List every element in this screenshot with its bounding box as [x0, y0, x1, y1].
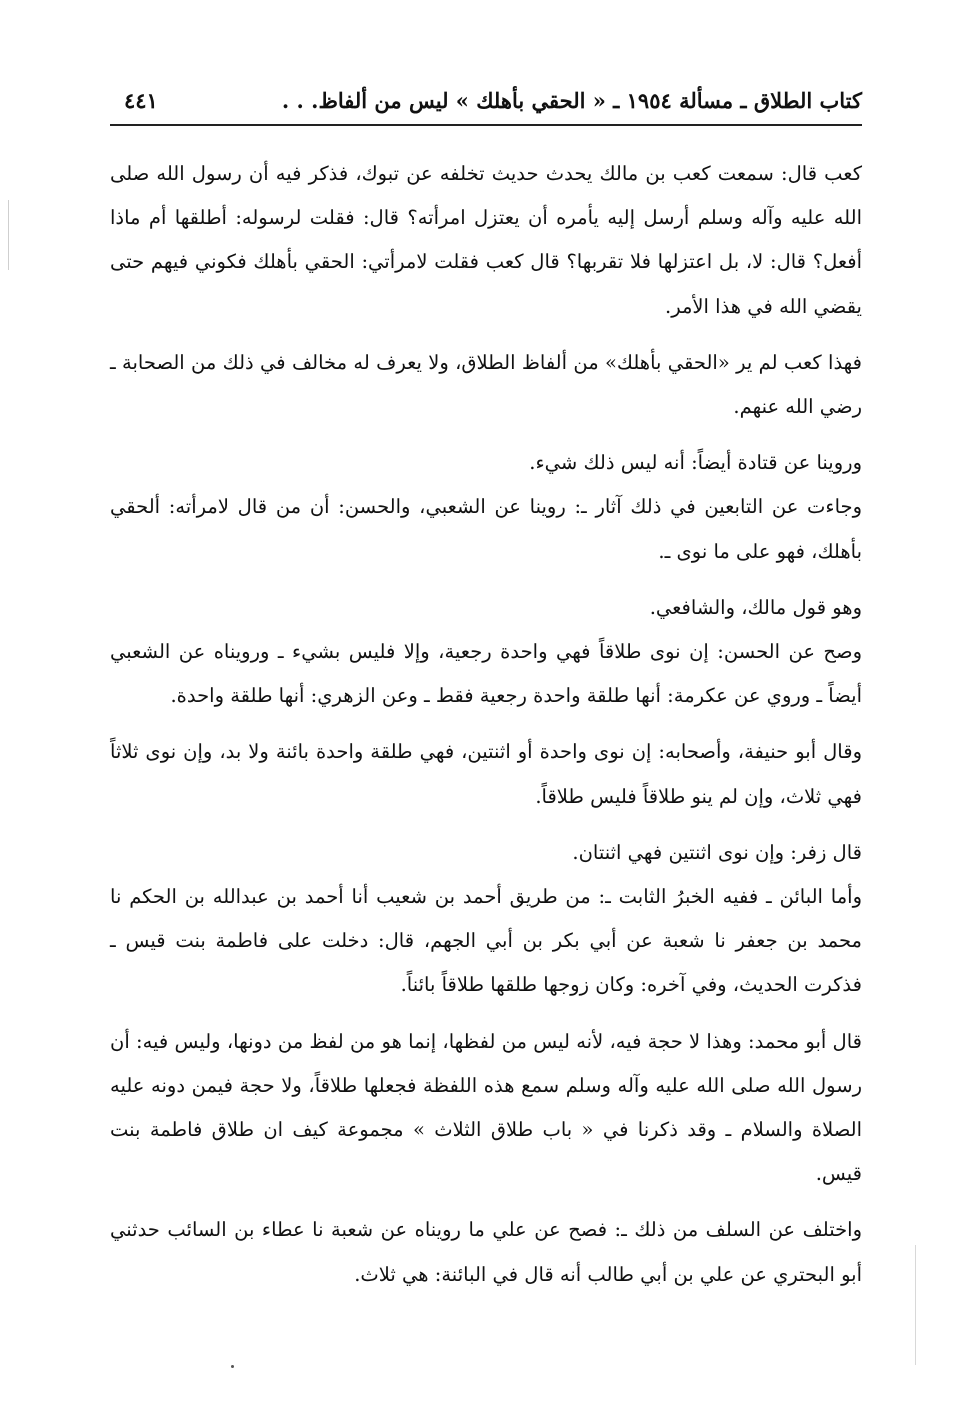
paragraph: وروينا عن قتادة أيضاً: أنه ليس ذلك شيء. [529, 451, 862, 475]
running-header-title: كتاب الطلاق ـ مسألة ١٩٥٤ ـ « الحقي بأهلك » ليس من ألفاظ. . . [281, 88, 862, 113]
paragraph: وجاءت عن التابعين في ذلك آثار ـ: روينا عن الشعبي، والحسن: أن من قال لامرأته: ألحقي بأهلك، فهو على ما نوى ـ. [110, 495, 862, 563]
paragraph: وهو قول مالك، والشافعي. [649, 595, 862, 619]
paragraph: واختلف عن السلف من ذلك ـ: فصح عن علي ما رويناه عن شعبة نا عطاء بن السائب حدثني أبو البحتري عن علي بن أبي طالب أنه قال في البائنة: هي ثلاث. [110, 1218, 862, 1286]
scan-margin-mark [915, 1245, 916, 1365]
paragraph: قال أبو محمد: وهذا لا حجة فيه، لأنه ليس من لفظها، إنما هو من لفظ من دونها، وليس فيه: أن رسول الله صلى الله عليه وآله وسلم سمع هذه اللفظة فجعلها طلاقاً، ولا حجة فيمن دونه عليه الصلاة والسلام ـ وقد ذكرنا في « باب طلاق الثلاث » مجموعة كيف ان طلاق فاطمة بنت قيس. [110, 1029, 862, 1186]
scan-speck [231, 1365, 234, 1368]
paragraph: وأما البائن ـ ففيه الخبرُ الثابت ـ: من طريق أحمد بن شعيب أنا أحمد بن عبدالله بن الحكم نا محمد بن جعفر نا شعبة عن أبي بكر بن أبي الجهم، قال: دخلت على فاطمة بنت قيس ـ فذكرت الحديث، وفي آخره: وكان زوجها طلقها طلاقاً بائناً. [110, 885, 862, 997]
running-header [110, 84, 862, 126]
paragraph: وقال أبو حنيفة، وأصحابه: إن نوى واحدة أو اثنتين، فهي طلقة واحدة بائنة ولا بد، وإن نوى ثلاثاً فهي ثلاث، وإن لم ينو طلاقاً فليس طلاقاً. [110, 740, 862, 808]
paragraph: كعب قال: سمعت كعب بن مالك يحدث حديث تخلفه عن تبوك، فذكر فيه أن رسول الله صلى الله عليه وآله وسلم أرسل إليه يأمره أن يعتزل امرأته؟ قال: فقلت لرسوله: أطلقها أم ماذا أفعل؟ قال: لا، بل اعتزلها فلا تقربها؟ قال كعب فقلت لامرأتي: الحقي بأهلك فكوني فيهم حتى يقضي الله في هذا الأمر. [110, 162, 862, 318]
paragraph: قال زفر: وإن نوى اثنتين فهي اثنتان. [572, 840, 862, 864]
page-body [110, 152, 862, 1309]
paragraph: فهذا كعب لم ير «الحقي بأهلك» من ألفاظ الطلاق، ولا يعرف له مخالف في ذلك من الصحابة ـ رضي الله عنهم. [110, 350, 862, 419]
paragraph: وصح عن الحسن: إن نوى طلاقاً فهي واحدة رجعية، وإلا فليس بشيء ـ ورويناه عن الشعبي أيضاً ـ وروي عن عكرمة: أنها طلقة واحدة رجعية فقط ـ وعن الزهري: أنها طلقة واحدة. [110, 640, 862, 708]
scan-margin-mark [8, 200, 9, 270]
page-number: ٤٤١ [124, 88, 158, 113]
